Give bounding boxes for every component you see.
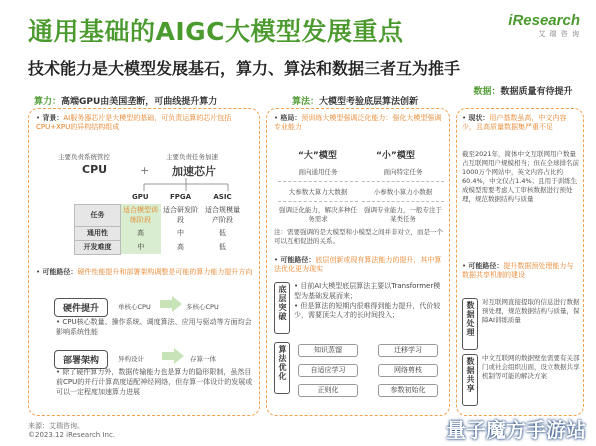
- big-model-trait: 强调泛化能力，解决多种任务需求: [279, 206, 357, 223]
- table-row: [75, 240, 245, 254]
- data-path: • 可能路径：提升数据预处理能力与数据共享机制的建设: [462, 262, 574, 280]
- innovation-title: 底层突破: [278, 285, 287, 321]
- data-bg-text: 用户基数虽高，中文内容少，且高质量数据集严重不足: [462, 114, 567, 132]
- page-title: 通用基础的AIGC大模型发展重点: [28, 17, 404, 46]
- small-model-trait: 小参数小算力小数据: [362, 182, 444, 202]
- data-heading: [468, 84, 578, 97]
- chip-gpu: GPU: [131, 193, 149, 201]
- footer-copyright: ©2023.12 iResearch Inc.: [28, 431, 116, 440]
- chip-comparison-table: [74, 190, 245, 255]
- deploy-arch-label: 部署架构: [54, 350, 108, 369]
- algo-title: 大模型考验底层算法创新: [319, 97, 419, 107]
- data-sharing-box: [462, 354, 478, 406]
- opt-chip: 参数初始化: [378, 384, 438, 397]
- innovation-text-1: 目前AI大模型底层算法主要以Transformer模型为基础发展而来；: [294, 282, 441, 300]
- single-core-cpu: 单核心CPU: [118, 303, 151, 311]
- table-cell: 低: [219, 243, 226, 251]
- plus-sign: +: [140, 164, 150, 177]
- arrow-right-icon: [162, 348, 184, 364]
- compute-path: • 可能路径：硬件性能提升和部署架构调整是可能的算力能力提升方向: [36, 268, 253, 276]
- algo-heading: [292, 94, 452, 107]
- deploy-bullet-text: 除了硬件算力外，数据传输能力也是算力的隐形限制，虽然目前CPU的并行计算高度适配神经网络，但存算一体设计的发展或可以一定程度加速算力进展: [56, 368, 253, 396]
- table-cell: 低: [219, 229, 226, 237]
- cpu-role: 主要负责系统管控: [58, 153, 110, 161]
- cpu-label: CPU: [82, 163, 108, 176]
- big-model-column: [278, 162, 358, 228]
- compute-bg-text: AI服务器芯片是大模型的基础，可负责运算的芯片包括CPU+XPU的异构结构组成: [36, 114, 232, 132]
- chip-asic: ASIC: [213, 193, 232, 201]
- algo-path-text: 底层创新或现有算法能力的提升，其中算法优化更为现实: [274, 256, 442, 274]
- opt-chip: 自适应学习: [298, 364, 358, 377]
- table-cell: 中: [177, 229, 184, 237]
- arrow-right-icon: [160, 296, 182, 312]
- table-cell: 适合规模量产阶段: [205, 206, 240, 224]
- algo-background: • 格局：预训练大模型强调泛化能力：强化大模型强调专业能力: [274, 114, 442, 132]
- small-model-trait: 强调专业能力，一般专注于某类任务: [364, 206, 442, 223]
- innovation-text: • 目前AI大模型底层算法主要以Transformer模型为基础发展而来； • 但是算法的短期内很难得到能力提升，代价较少，需要顶尖人才的长时间投入；: [294, 282, 441, 320]
- opt-chip: 正则化: [298, 384, 358, 397]
- deploy-bullet: • 除了硬件算力外，数据传输能力也是算力的隐形限制，虽然目前CPU的并行计算高度适配神经网络，但存算一体设计的发展或可以一定程度加速算力进展: [56, 368, 253, 396]
- row-header: 开发难度: [75, 240, 121, 254]
- compute-bg-label: 背景：: [42, 114, 64, 122]
- compute-title: 高端GPU由美国垄断，可曲线提升算力: [61, 97, 218, 107]
- table-row: [75, 204, 245, 226]
- data-processing-title: 数据处理: [466, 301, 475, 337]
- compute-path-text: 硬件性能提升和部署架构调整是可能的算力能力提升方向: [77, 268, 253, 276]
- accel-label: 加速芯片: [172, 165, 216, 178]
- opt-chip: 知识蒸馏: [298, 344, 358, 357]
- data-path-text: 提升数据预处理能力与数据共享机制的建设: [462, 262, 574, 280]
- hetero-design: 异构设计: [118, 355, 144, 363]
- row-header: 任务: [75, 204, 121, 226]
- algo-key: 算法：: [292, 97, 320, 107]
- brand-sub: 艾 瑞 咨 询: [538, 30, 580, 38]
- hardware-bullet-text: CPU核心数量、操作系统、调度算法、应用与驱动等方面均会影响系统性能: [56, 318, 252, 336]
- small-model-column: [362, 162, 444, 228]
- innovation-text-2: 但是算法的短期内很难得到能力提升，代价较少，需要顶尖人才的长时间投入；: [294, 301, 441, 320]
- footer-source: 来源：艾瑞咨询。: [28, 422, 84, 430]
- innovation-box: [274, 282, 290, 334]
- chip-fpga: FPGA: [169, 193, 192, 201]
- hardware-upgrade-label: 硬件提升: [54, 298, 108, 317]
- compute-path-label: 可能路径：: [42, 268, 78, 276]
- algo-path-label: 可能路径：: [280, 256, 316, 264]
- compute-in-memory: 存算一体: [190, 355, 216, 363]
- footer: [28, 422, 115, 441]
- data-path-label: 可能路径：: [468, 262, 504, 270]
- multi-core-cpu: 多核心CPU: [186, 303, 219, 311]
- small-model-label: “小”模型: [376, 151, 415, 161]
- data-processing-text: 对互联网直接提取的信息进行数据预处理，规范数据结构与质量，保障AI训练质量: [482, 298, 580, 325]
- page-subtitle: 技术能力是大模型发展基石，算力、算法和数据三者互为推手: [28, 59, 461, 78]
- table-cell: 中: [121, 240, 161, 254]
- opt-chip: 网络剪枝: [378, 364, 438, 377]
- compute-key: 算力：: [34, 97, 62, 107]
- brand: [508, 12, 580, 39]
- data-stats: 截至2021年，简体中文互联网用户数量占互联网用户规模相当；但在全球排名前1000万个网站中，英文内容占比约60.4%，中文仅占1.4%；且用于训练生成模型需要考虑人工审核数据进行预处理，规范数据结构与质量: [462, 150, 579, 204]
- optimization-box: [274, 342, 290, 394]
- watermark: 量子魔方手游站: [446, 418, 586, 442]
- algo-bg-text: 预训练大模型强调泛化能力：强化大模型强调专业能力: [274, 114, 442, 132]
- data-processing-box: [462, 298, 478, 350]
- data-background: • 现状：用户基数虽高，中文内容少，且高质量数据集严重不足: [462, 114, 567, 132]
- compute-heading: [34, 94, 254, 107]
- big-model-trait: 面向通用任务: [278, 162, 358, 182]
- table-cell: 适合研发阶段: [163, 206, 198, 224]
- table-cell: 适合模型训练阶段: [121, 204, 161, 226]
- table-cell: 高: [121, 226, 161, 240]
- optimization-title: 算法优化: [278, 345, 287, 381]
- data-sharing-title: 数据共享: [466, 357, 475, 393]
- accel-role: 主要负责任务加速: [166, 153, 218, 161]
- table-cell: 高: [177, 243, 184, 251]
- row-header: 通用性: [75, 226, 121, 240]
- iresearch-logo: iResearch: [508, 12, 580, 29]
- hardware-bullet: • CPU核心数量、操作系统、调度算法、应用与驱动等方面均会影响系统性能: [56, 318, 252, 336]
- opt-chip: 迁移学习: [378, 344, 438, 357]
- big-model-label: “大”模型: [298, 151, 337, 161]
- big-model-trait: 大参数大算力大数据: [278, 182, 358, 202]
- algo-path: • 可能路径：底层创新或现有算法能力的提升，其中算法优化更为现实: [274, 256, 442, 274]
- data-sharing-text: 中文互联网的数据壁垒需要有关部门或社会组织出面，设立数据共享机制等可能的解决方案: [482, 354, 580, 381]
- data-bg-label: 现状：: [468, 114, 490, 122]
- small-model-trait: 面向特定任务: [362, 162, 444, 182]
- data-key: 数据：: [473, 87, 501, 97]
- algo-bg-label: 格局：: [280, 114, 302, 122]
- compute-background: • 背景：AI服务器芯片是大模型的基础，可负责运算的芯片包括CPU+XPU的异构结构组成: [36, 114, 232, 132]
- data-title: 数据质量有待提升: [500, 87, 573, 97]
- table-row: [75, 226, 245, 240]
- algo-note: 注：需要强调的是大模型和小模型之间并非对立，而是一个可以互相促进的关系。: [274, 228, 443, 246]
